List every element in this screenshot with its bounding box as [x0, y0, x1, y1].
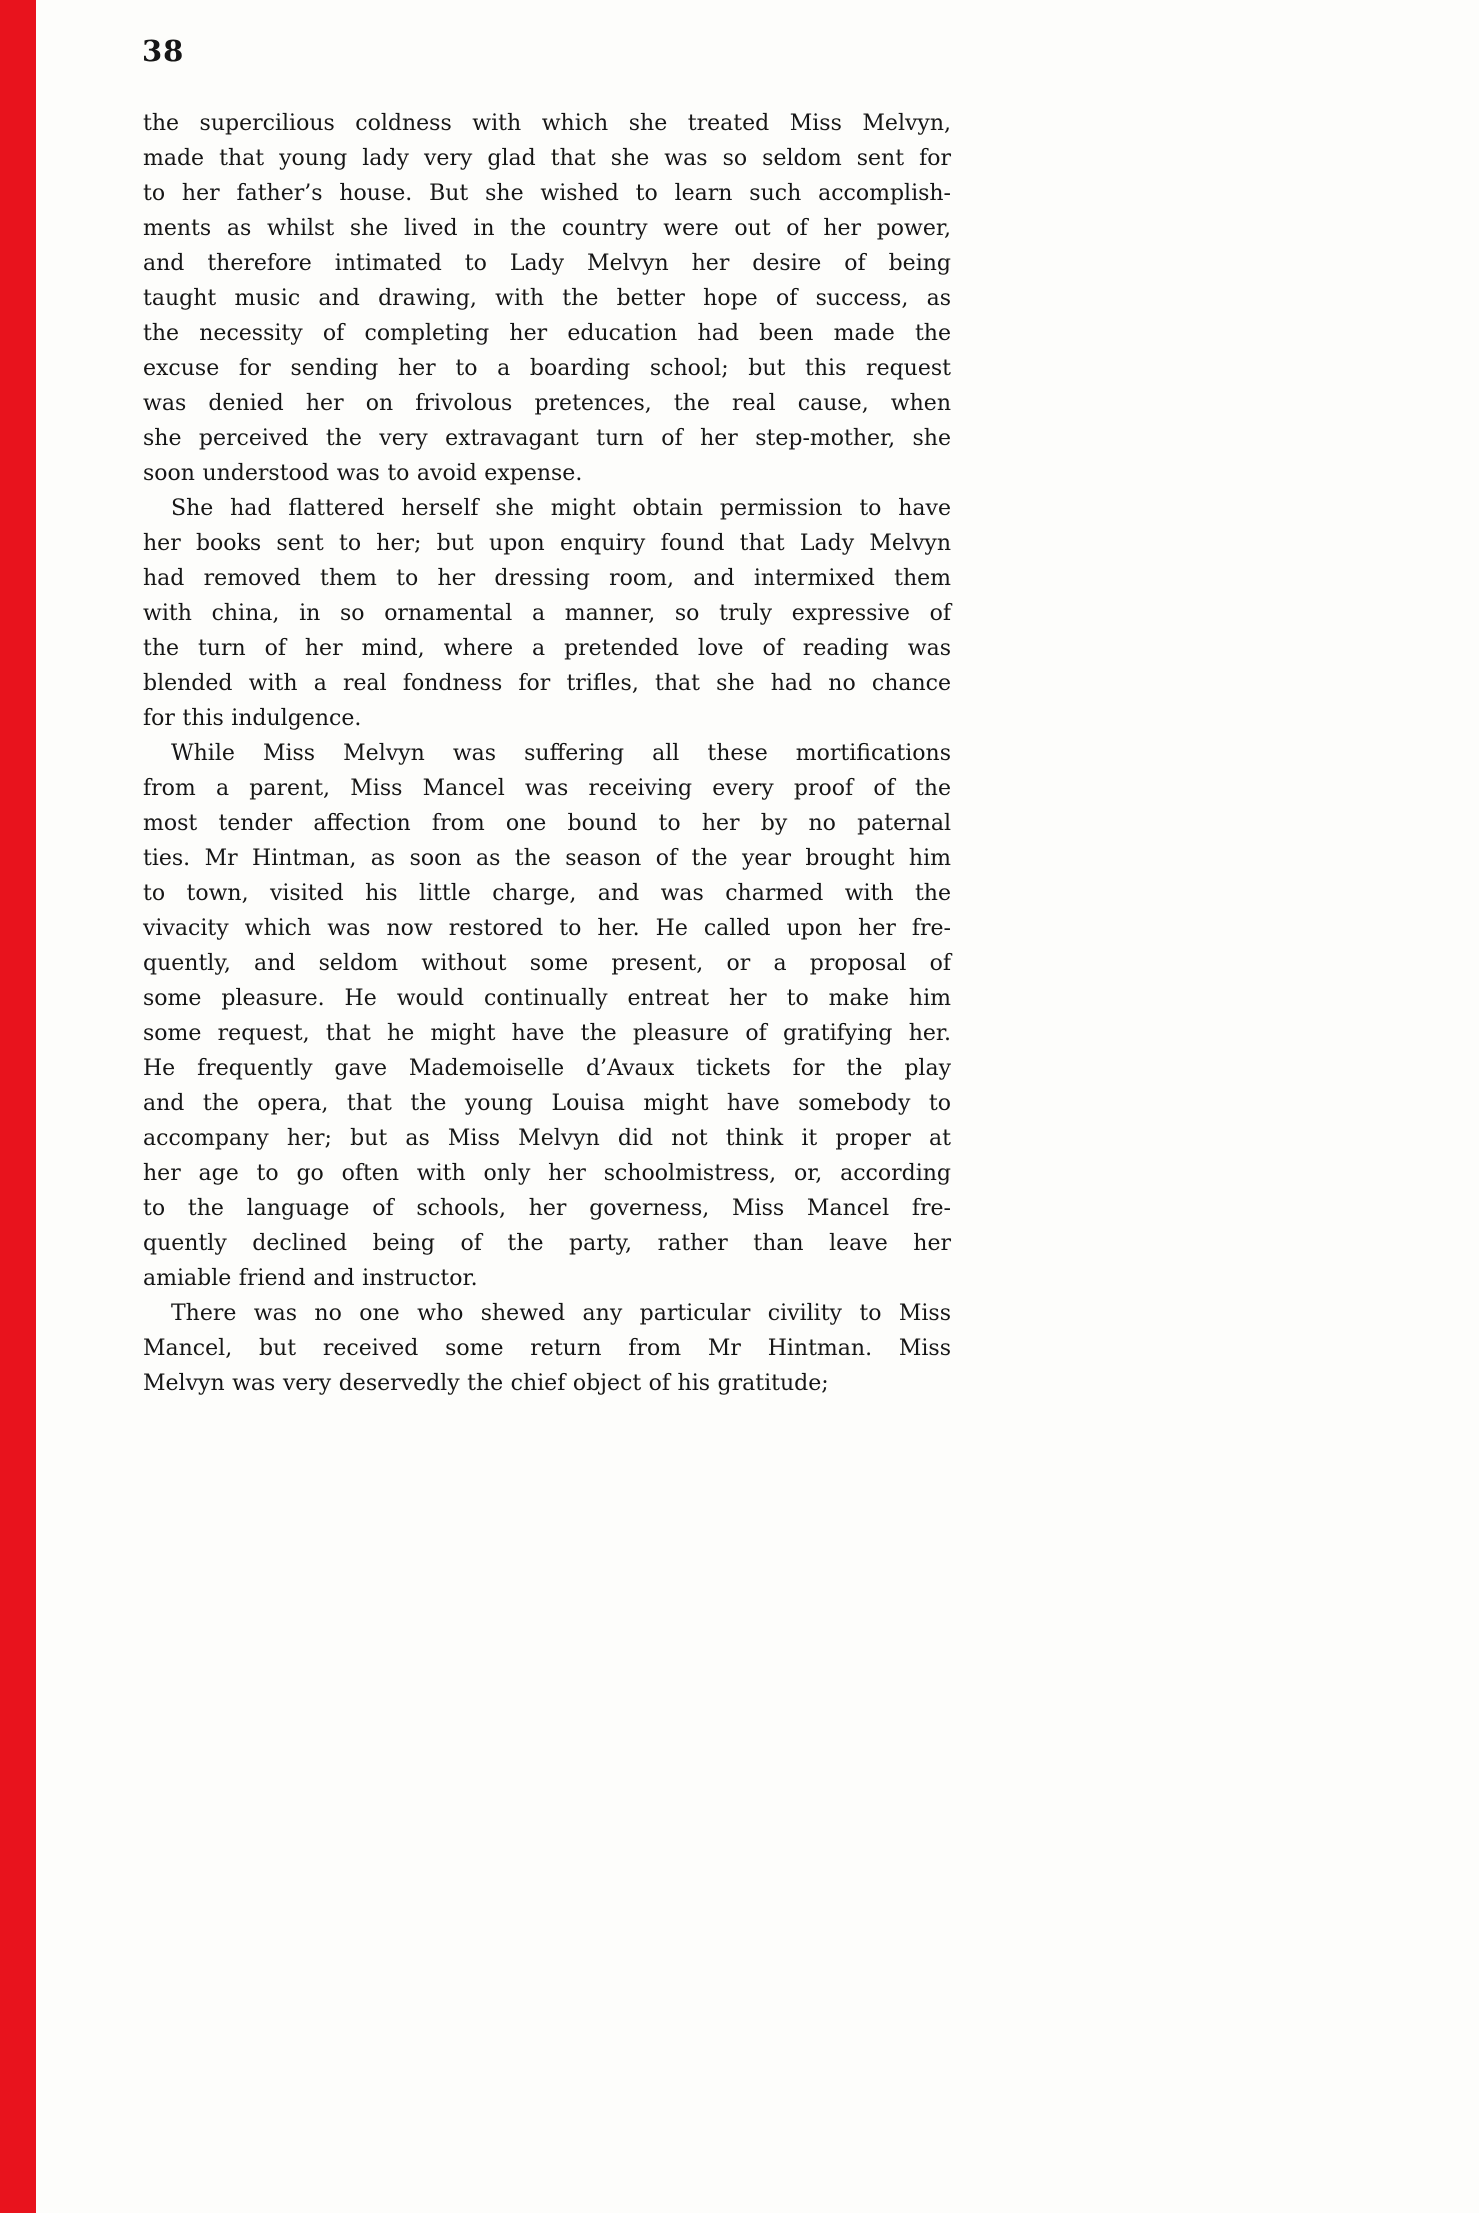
text-line: was denied her on frivolous pretences, the real cause, when — [143, 391, 951, 416]
text-line: Mancel, but received some return from Mr Hintman. Miss — [143, 1336, 951, 1361]
text-line: excuse for sending her to a boarding school; but this request — [143, 356, 951, 381]
text-line: the necessity of completing her education had been made the — [143, 321, 951, 346]
text-line: She had flattered herself she might obtain permission to have — [171, 496, 951, 521]
text-line: had removed them to her dressing room, and intermixed them — [143, 566, 951, 591]
text-line: ties. Mr Hintman, as soon as the season of the year brought him — [143, 846, 951, 871]
text-line: and therefore intimated to Lady Melvyn her desire of being — [143, 251, 951, 276]
book-spine-edge — [0, 0, 36, 2213]
text-line: from a parent, Miss Mancel was receiving every proof of the — [143, 776, 951, 801]
text-line: most tender affection from one bound to her by no paternal — [143, 811, 951, 836]
text-line: to town, visited his little charge, and was charmed with the — [143, 881, 951, 906]
text-line: While Miss Melvyn was suffering all these mortifications — [171, 741, 951, 766]
text-line: the supercilious coldness with which she treated Miss Melvyn, — [143, 111, 951, 136]
text-line: soon understood was to avoid expense. — [143, 461, 583, 486]
text-line: quently declined being of the party, rather than leave her — [143, 1231, 951, 1256]
text-line: He frequently gave Mademoiselle d’Avaux tickets for the play — [143, 1056, 951, 1081]
text-line: Melvyn was very deservedly the chief object of his gratitude; — [143, 1371, 829, 1396]
text-line: amiable friend and instructor. — [143, 1266, 478, 1291]
text-line: and the opera, that the young Louisa might have somebody to — [143, 1091, 951, 1116]
paragraph — [143, 736, 951, 1296]
text-line: some request, that he might have the pleasure of gratifying her. — [143, 1021, 951, 1046]
text-line: some pleasure. He would continually entreat her to make him — [143, 986, 951, 1011]
text-line: quently, and seldom without some present, or a proposal of — [143, 951, 951, 976]
text-line: for this indulgence. — [143, 706, 362, 731]
body-text — [143, 106, 951, 1401]
text-line: ments as whilst she lived in the country were out of her power, — [143, 216, 951, 241]
text-line: blended with a real fondness for trifles, that she had no chance — [143, 671, 951, 696]
text-line: There was no one who shewed any particular civility to Miss — [171, 1301, 951, 1326]
paragraph — [143, 106, 951, 491]
text-line: to her father’s house. But she wished to learn such accomplish- — [143, 181, 951, 206]
text-line: she perceived the very extravagant turn of her step-mother, she — [143, 426, 951, 451]
text-line: her age to go often with only her schoolmistress, or, according — [143, 1161, 951, 1186]
paragraph — [143, 491, 951, 736]
text-line: her books sent to her; but upon enquiry found that Lady Melvyn — [143, 531, 951, 556]
text-line: made that young lady very glad that she was so seldom sent for — [143, 146, 951, 171]
text-line: with china, in so ornamental a manner, so truly expressive of — [143, 601, 951, 626]
paragraph — [143, 1296, 951, 1401]
text-line: to the language of schools, her governess, Miss Mancel fre- — [143, 1196, 951, 1221]
text-line: taught music and drawing, with the better hope of success, as — [143, 286, 951, 311]
text-line: accompany her; but as Miss Melvyn did not think it proper at — [143, 1126, 951, 1151]
text-line: vivacity which was now restored to her. He called upon her fre- — [143, 916, 951, 941]
text-line: the turn of her mind, where a pretended love of reading was — [143, 636, 951, 661]
page-number: 38 — [142, 34, 185, 68]
